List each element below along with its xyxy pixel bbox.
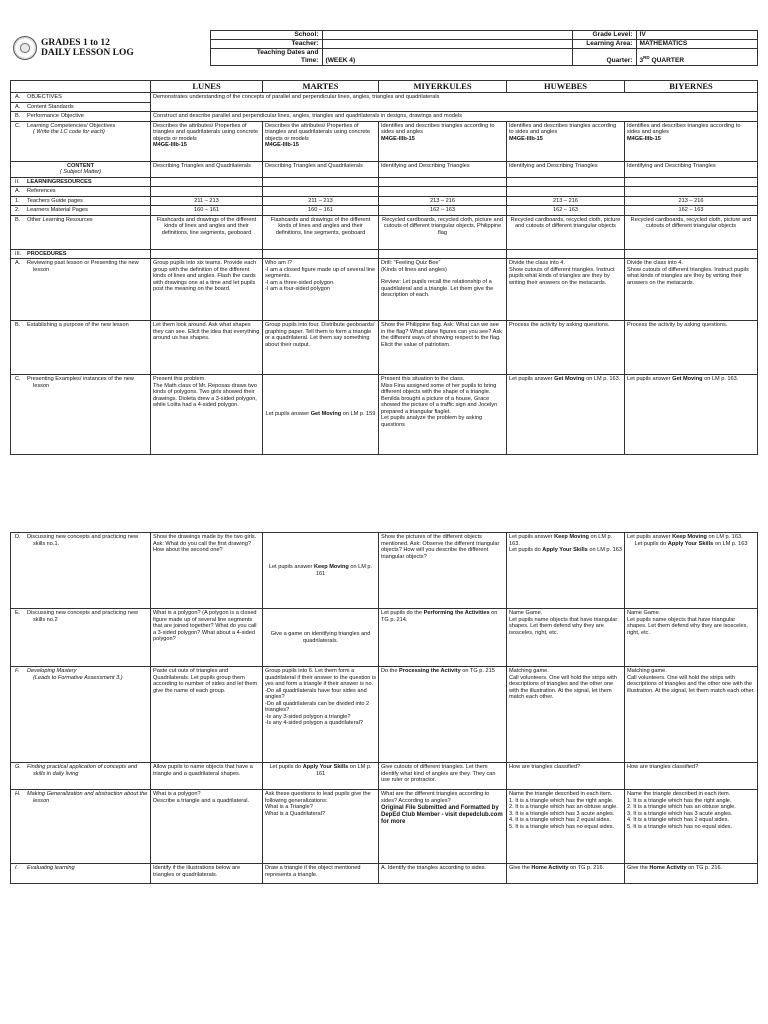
review-martes: Who am I? -I am a closed figure made up of several line segments. -I am a three-sided polygon. -I am a four-sided polygon	[263, 259, 379, 321]
day-header-biyernes: BIYERNES	[625, 81, 758, 93]
review-biyernes: Divide the class into 4. Show cutouts of different triangles. Instruct pupils what kinds of triangles are they by writing their answers on the metacards.	[625, 259, 758, 321]
deped-seal-icon	[13, 36, 37, 60]
lesson-table-part-1	[10, 80, 757, 455]
row-competencies: C. Learning Competencies/ Objectives ( Write the LC code for each) Describes the attributes/ Properties of triangles and quadrilaterals using concrete objects or models M4GE-IIIb-15 Describes the attributes/ Properties of triangles and quadrilaterals using concrete objects or models M4GE-IIIb-15 Identifies and describes triangles according to sides and angles M4GE-IIIb-15 Identifies and describes triangles according to sides and angles M4GE-IIIb-15 Identifies and describes triangles according to sides and angles M4GE-IIIb-15	[11, 121, 758, 161]
examples-miyerkules: Present this situation to the class. Miss Fina assigned some of her pupils to bring different objects with the shape of a triangle. Benilda brought a picture of a house, Grace showed the picture of a traffic sign and Jocelyn prepared a triangular flaglet. Let pupils analyze the problem by asking questions	[379, 375, 507, 455]
day-header-martes: MARTES	[263, 81, 379, 93]
day-header-huwebes: HUWEBES	[507, 81, 625, 93]
row-learning-resources: II. LEARNINGRESOURCES	[11, 177, 758, 187]
row-references: A. References	[11, 187, 758, 197]
row-content-standards: A. Content Standards	[11, 102, 758, 112]
performance-text: Construct and describe parallel and perpendicular lines, angles, triangles and quadrilaterals in designs, drawings and models	[151, 112, 758, 122]
grade-value: IV	[636, 31, 757, 40]
content-huwebes: Identifying and Describing Triangles	[507, 161, 625, 177]
row-purpose: B. Establishing a purpose of the new lesson Let them look around. Ask what shapes they can see. Elicit the idea that everything around us has shapes. Group pupils into four. Distribute geoboards/ graphing paper. Tell them to form a triangle or a quadrilateral. Let them say something about their output. Show the Philippine flag. Ask: What can we see in the flag? What plane figures can you see? Ask the different ways of showing respect to the flag. Elicit the value of patriotism. Process the activity by asking questions. Process the activity by asking questions.	[11, 321, 758, 375]
review-huwebes: Divide the class into 4. Show cutouts of different triangles. Instruct pupils what kinds of triangles are they by writing their answers on the metacards.	[507, 259, 625, 321]
examples-lunes: Present this problem. The Math class of Mr. Reposas draws two kinds of polygons. Two girls showed their drawings. Dioleta drew a 3-sided polygon, while Lolita had a 4-sided polygon.	[151, 375, 263, 455]
school-field[interactable]	[322, 31, 572, 40]
dates-label: Teaching Dates and Time:	[210, 49, 322, 66]
brand-cell	[10, 31, 210, 66]
depedclub-note: Original File Submitted and Formatted by DepEd Club Member - visit depedclub.com for more	[381, 805, 503, 825]
row-examples: C. Presenting Examples/ instances of the new lesson Present this problem. The Math class of Mr. Reposas draws two kinds of polygons. Two girls showed their drawings. Dioleta drew a 3-sided polygon, while Lolita had a 4-sided polygon. Let pupils answer Get Moving on LM p. 159 Present this situation to the class. Miss Fina assigned some of her pupils to bring different objects with the shape of a triangle. Benilda brought a picture of a house, Grace showed the picture of a traffic sign and Jocelyn prepared a triangular flaglet. Let pupils analyze the problem by asking questions Let pupils answer Get Moving on LM p. 163. Let pupils answer Get Moving on LM p. 163.	[11, 375, 758, 455]
row-generalization: H. Making Generalization and abstraction about the lesson What is a polygon? Describe a triangle and a quadrilateral. Ask these questions to lead pupils give the following generalizations: What is a Triangle? What is a Quadrilateral? What are the different triangles according to sides? According to angles? Original File Submitted and Formatted by DepEd Club Member - visit depedclub.com for more Name the triangle described in each item. 1. It is a triangle which has the right angle. 2. It is a triangle which has an obtuse angle. 3. It is a triangle which has 3 acute angles. 4. It is a triangle which has 2 equal sides. 5. It is a triangle which has no equal sides. Name the triangle described in each item. 1. It is a triangle which has the right angle. 2. It is a triangle which has an obtuse angle. 3. It is a triangle which has 3 acute angles. 4. It is a triangle which has 2 equal sides. 5. It is a triangle which has no equal sides.	[11, 790, 758, 864]
row-procedures: III. PROCEDURES	[11, 249, 758, 259]
brand-line-2: DAILY LESSON LOG	[41, 48, 134, 58]
review-miyerkules: Drill: “Feeling Quiz Bee” (Kinds of lines and angles) Review: Let pupils recall the relationship of a quadrilateral and a triangle. Let them give the description of each.	[379, 259, 507, 321]
area-value: MATHEMATICS	[636, 40, 757, 49]
row-lm-pages: 2. Learners Material Pages 160 – 161 160 – 161 162 – 163 162 – 163 162 – 163	[11, 206, 758, 216]
content-miyerkules: Identifying and Describing Triangles	[379, 161, 507, 177]
teacher-field[interactable]	[322, 40, 572, 49]
row-other-resources: B. Other Learning Resources Flashcards and drawings of the different kinds of lines and angles and their definitions, line segments, geoboard Flashcards and drawings of the different kinds of lines and angles and their definitions, line segments, geoboard Recycled cardboards, recycled cloth, picture and cutouts of different triangular objects, Philippine flag Recycled cardboards, recycled cloth, picture and cutouts of different triangular objects Recycled cardboards, recycled cloth, picture and cutouts of different triangular objects	[11, 215, 758, 249]
competency-miyerkules: Identifies and describes triangles according to sides and angles M4GE-IIIb-15	[379, 121, 507, 161]
teacher-label: Teacher:	[210, 40, 322, 49]
row-tg-pages: 1. Teachers Guide pages 211 – 213 211 – 213 213 – 216 213 – 216 213 – 216	[11, 196, 758, 206]
row-discuss-1: D. Discussing new concepts and practicing new skills no.1. Show the drawings made by the two girls. Ask: What do you call the first drawing? How about the second one? Let pupils answer Keep Moving on LM p. 161 Show the pictures of the different objects mentioned. Ask: Observe the different triangular objects? How will you describe the different triangular objects? Let pupils answer Keep Moving on LM p. 163. Let pupils do Apply Your Skills on LM p. 163 Let pupils answer Keep Moving on LM p. 163. Let pupils do Apply Your Skills on LM p. 163	[11, 533, 758, 609]
row-practical: G. Finding practical application of concepts and skills in daily living Allow pupils to name objects that have a triangle and a quadrilateral shapes. Let pupils do Apply Your Skills on LM p. 161 Give cutouts of different triangles. Let them identify what kind of angles are they. They can use ruler or protractor. How are triangles classified? How are triangles classified?	[11, 763, 758, 790]
competency-lunes: Describes the attributes/ Properties of triangles and quadrilaterals using concrete objects or models M4GE-IIIb-15	[151, 121, 263, 161]
dates-value: (WEEK 4)	[322, 49, 572, 66]
day-header-lunes: LUNES	[151, 81, 263, 93]
dll-header	[10, 30, 757, 66]
grade-label: Grade Level:	[572, 31, 636, 40]
brand-line-1: GRADES 1 to 12	[41, 38, 110, 48]
row-objectives: A. OBJECTIVES Demonstrates understanding of the concepts of parallel and perpendicular lines, angles, triangles and quadrilaterals	[11, 93, 758, 103]
day-header-blank	[11, 81, 151, 93]
objectives-text: Demonstrates understanding of the concepts of parallel and perpendicular lines, angles, triangles and quadrilaterals	[151, 93, 758, 112]
competency-biyernes: Identifies and describes triangles according to sides and angles M4GE-IIIb-15	[625, 121, 758, 161]
examples-martes: Let pupils answer Get Moving on LM p. 159	[263, 375, 379, 455]
content-martes: Describing Triangles and Quadrilaterals	[263, 161, 379, 177]
row-review: A. Reviewing past lesson or Presenting the new lesson Group pupils into six teams. Provide each group with the definition of the different kinds of lines and angles. Flash the cards with drawings one at a time and let pupils post the meaning on the board. Who am I? -I am a closed figure made up of several line segments. -I am a three-sided polygon. -I am a four-sided polygon Drill: “Feeling Quiz Bee” (Kinds of lines and angles) Review: Let pupils recall the relationship of a quadrilateral and a triangle. Let them give the description of each. Divide the class into 4. Show cutouts of different triangles. Instruct pupils what kinds of triangles are they by writing their answers on the metacards. Divide the class into 4. Show cutouts of different triangles. Instruct pupils what kinds of triangles are they by writing their answers on the metacards.	[11, 259, 758, 321]
examples-huwebes: Let pupils answer Get Moving on LM p. 163.	[507, 375, 625, 455]
area-label: Learning Area:	[572, 40, 636, 49]
day-header-miyerkules: MIYERKULES	[379, 81, 507, 93]
competency-martes: Describes the attributes/ Properties of triangles and quadrilaterals using concrete objects or models M4GE-IIIb-15	[263, 121, 379, 161]
row-content: CONTENT ( Subject Matter) Describing Triangles and Quadrilaterals Describing Triangles and Quadrilaterals Identifying and Describing Triangles Identifying and Describing Triangles Identifying and Describing Triangles	[11, 161, 758, 177]
content-biyernes: Identifying and Describing Triangles	[625, 161, 758, 177]
row-evaluating: I. Evaluating learning Identify if the illustrations below are triangles or quadrilaterals. Draw a triangle if the object mentioned represents a triangle. A. Identify the triangles according to sides. Give the Home Activity on TG p. 216. Give the Home Activity on TG p. 216.	[11, 864, 758, 884]
examples-biyernes: Let pupils answer Get Moving on LM p. 163.	[625, 375, 758, 455]
quarter-label: Quarter:	[572, 49, 636, 66]
content-lunes: Describing Triangles and Quadrilaterals	[151, 161, 263, 177]
row-mastery: F. Developing Mastery (Leads to Formative Assessment 3.) Paste cut outs of triangles and Quadrilaterals. Let pupils group them according to number of sides and let them give the name of each group. Group pupils into 6. Let them form a quadrilateral if their answer to the question is yes and form a triangle if their answer is no. -Do all quadrilaterals have four sides and angles? -Do all quadrilaterals can be divided into 2 triangles? -Is any 3-sided polygon a triangle? -Is any 4-sided polygon a quadrilateral? Do the Processing the Activity on TG p. 215 Matching game. Call volunteers. One will hold the strips with descriptions of triangles and the other one with the illustration. At the signal, let them match each other. Matching game. Call volunteers. One will hold the strips with descriptions of triangles and the other one with the illustration. At the signal, let them match each other.	[11, 667, 758, 763]
row-performance: B. Performance Objective Construct and describe parallel and perpendicular lines, angles, triangles and quadrilaterals in designs, drawings and models	[11, 112, 758, 122]
quarter-value: 3RD QUARTER	[636, 49, 757, 66]
row-discuss-2: E. Discussing new concepts and practicing new skills no.2 What is a polygon? (A polygon is a closed figure made up of several line segments that are joined together? What do you call a 3-sided polygon? What about a 4-sided polygon? Give a game on identifying triangles and quadrilaterals. Let pupils do the Performing the Activities on TG p. 214. Name Game. Let pupils name objects that have triangular shapes. Let them defend why they are isosceles, right, etc. Name Game. Let pupils name objects that have triangular shapes. Let them defend why they are isosceles, right, etc.	[11, 609, 758, 667]
school-label: School:	[210, 31, 322, 40]
review-lunes: Group pupils into six teams. Provide each group with the definition of the different kinds of lines and angles. Flash the cards with drawings one at a time and let pupils post the meaning on the board.	[151, 259, 263, 321]
competency-huwebes: Identifies and describes triangles according to sides and angles M4GE-IIIb-15	[507, 121, 625, 161]
lesson-table-part-2	[10, 532, 757, 884]
